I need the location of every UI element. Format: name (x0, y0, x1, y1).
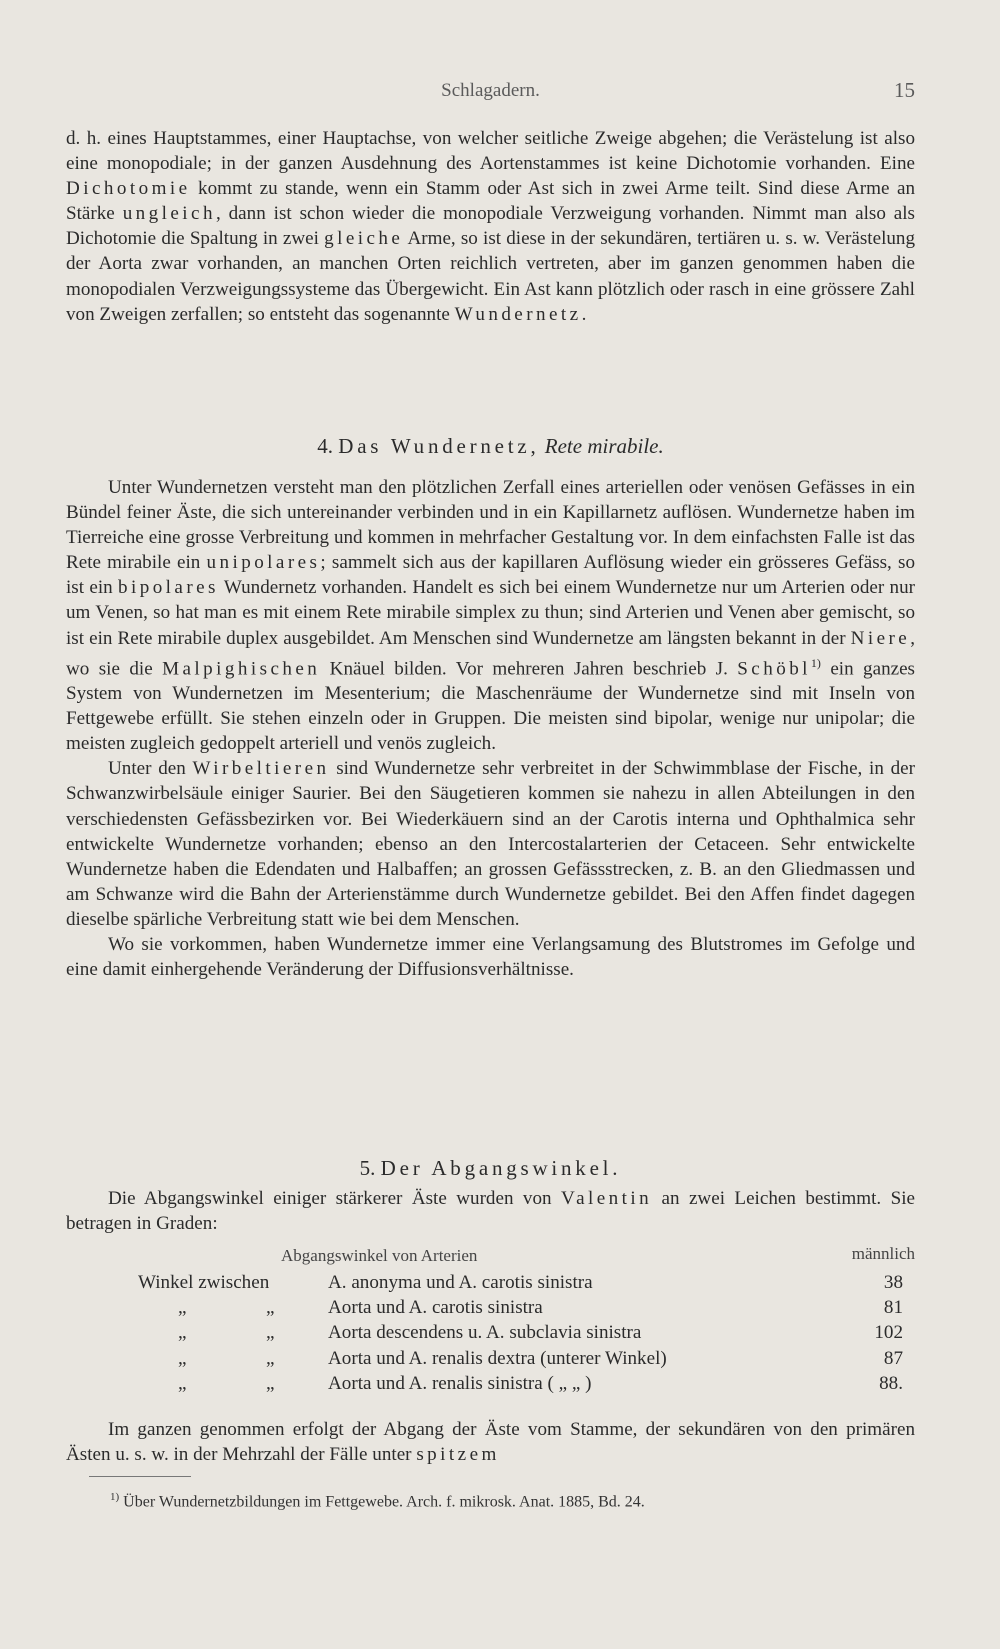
artery-pair: Aorta und A. carotis sinistra (328, 1297, 543, 1319)
section-heading-4 (66, 434, 915, 459)
abgang-paragraph (66, 1186, 915, 1236)
section-number: 5. (359, 1156, 376, 1180)
column-header-male: männlich (851, 1244, 915, 1263)
section-heading-5 (66, 1156, 915, 1181)
angle-value: 87 (883, 1347, 903, 1369)
running-title: Schlagadern. (441, 80, 540, 101)
column-header-arteries: Abgangswinkel von Arterien (281, 1246, 478, 1265)
wundernetz-paragraph-3: Wo sie vorkommen, haben Wundernetze immer eine Verlangsamung des Blutstromes im Gefolge und eine damit einhergehende Veränderung der Diffusionsverhältnisse. (66, 934, 915, 981)
footnote-text: Über Wundernetzbildungen im Fettgewebe. Arch. f. mikrosk. Anat. 1885, Bd. 24. (119, 1493, 645, 1511)
text-run: kommt zu stande, wenn ein Stamm oder Ast sich in zwei Arme teilt. Sind diese Arme an Stärke (66, 178, 915, 225)
ditto-mark: „ (266, 1372, 275, 1394)
section-number: 4. (317, 434, 334, 458)
spaced-term: Niere (850, 627, 911, 649)
spaced-term: unipolares (206, 552, 321, 574)
text-run: Wundernetz vorhanden. Handelt es sich bei einem Wundernetze nur um Arterien oder nur um Venen, so hat man es mit einem Rete mirabile simplex zu thun; sind Arterien und Venen aber gemischt, so ist ein Rete mirabile duplex ausgebildet. Am Menschen sind Wundernetze am längsten bekannt in der (66, 577, 915, 649)
ditto-mark: „ (178, 1322, 187, 1344)
angle-value: 102 (874, 1322, 903, 1344)
footnote-divider (89, 1476, 191, 1477)
footnote-marker: 1) (110, 1491, 120, 1503)
angle-value: 81 (883, 1297, 903, 1319)
text-run: . (581, 303, 587, 325)
spaced-term: ungleich (122, 203, 216, 225)
spaced-term: gleiche (324, 228, 404, 250)
wundernetz-paragraph-1 (66, 475, 915, 756)
text-run: Unter den (108, 758, 193, 780)
angle-table (66, 1244, 915, 1398)
artery-pair: A. anonyma und A. carotis sinistra (328, 1272, 593, 1293)
table-row (66, 1348, 915, 1373)
running-head (66, 76, 915, 106)
table-row (66, 1297, 915, 1322)
footnote-reference: 1) (810, 655, 821, 670)
text-run: d. h. eines Hauptstammes, einer Hauptachse, von welcher seitliche Zweige abgehen; die Verästelung ist also eine monopodiale; in der ganzen Ausdehnung des Aortenstammes ist keine Dichotomie vorhanden. Eine (66, 128, 915, 175)
section-title: Das Wundernetz, (338, 434, 540, 458)
spaced-term: Valentin (560, 1188, 653, 1209)
spaced-term: Dichotomie (66, 178, 191, 200)
text-run: Die Abgangswinkel einiger stärkerer Äste wurden von (108, 1188, 561, 1209)
wundernetz-paragraph-2 (66, 756, 915, 932)
text-run: an zwei Leichen bestimmt. Sie betragen in Graden: (66, 1188, 915, 1235)
ditto-mark: „ (266, 1347, 275, 1369)
page-number: 15 (894, 78, 915, 102)
text-run: , dann ist schon wieder die monopodiale Verzweigung vorhanden. Nimmt man also als Dichotomie die Spaltung in zwei (66, 203, 915, 250)
text-run: ; sammelt sich aus der kapillaren Auflösung wieder ein grösseres Gefäss, so ist ein (66, 552, 915, 599)
artery-pair: Aorta und A. renalis dextra (unterer Winkel) (328, 1347, 667, 1369)
table-body (66, 1272, 915, 1398)
spaced-term: Wirbeltieren (192, 758, 330, 780)
spaced-term: Schöbl (737, 658, 811, 680)
table-header (66, 1244, 915, 1272)
wundernetz-section (66, 475, 915, 982)
table-row (66, 1272, 915, 1297)
text-run: Im ganzen genommen erfolgt der Abgang der Äste vom Stamme, der sekundären von den primären Ästen u. s. w. in der Mehrzahl der Fälle unter (66, 1419, 915, 1466)
spaced-term: Malpighischen (162, 658, 321, 680)
section-title: Der Abgangswinkel. (380, 1156, 622, 1180)
angle-value: 38 (883, 1272, 903, 1293)
section-latin-title: Rete mirabile. (544, 434, 664, 458)
ditto-mark: „ (178, 1347, 187, 1369)
text-run: , wo sie die (66, 627, 915, 680)
text-run: sind Wundernetze sehr verbreitet in der Schwimmblase der Fische, in der Schwanzwirbelsäule einiger Saurier. Bei den Säugetieren kommen sie nahezu in allen Abteilungen in den verschiedensten Gefässbezirken vor. Bei Wiederkäuern sind an der Carotis interna und Ophthalmica sehr entwickelte Wundernetze vorhanden; ebenso an den Intercostalarterien der Cetaceen. Sehr entwickelte Wundernetze haben die Edendaten und Halbaffen; an grossen Gefässstrecken, z. B. an den Gliedmassen und am Schwanze wird die Bahn der Arterienstämme durch Wundernetze gebildet. Bei den Affen findet dagegen dieselbe spärliche Verbreitung statt wie bei dem Menschen. (66, 758, 915, 930)
ditto-mark: „ (178, 1372, 187, 1394)
ditto-mark: „ (266, 1322, 275, 1344)
table-row (66, 1322, 915, 1347)
closing-section (66, 1417, 915, 1467)
spaced-term: bipolares (117, 577, 219, 599)
text-run: Arme, so ist diese in der sekundären, tertiären u. s. w. Verästelung der Aorta zwar vorhanden, an manchen Orten reichlich vertreten, aber im ganzen genommen haben die monopodialen Verzweigungssysteme das Übergewicht. Ein Ast kann plötzlich oder rasch in eine grössere Zahl von Zweigen zerfallen; so entsteht das sogenannte (66, 228, 916, 325)
text-run: Knäuel bilden. Vor mehreren Jahren beschrieb J. (320, 658, 738, 680)
ditto-mark: „ (266, 1297, 275, 1319)
artery-pair: Aorta und A. renalis sinistra ( „ „ ) (328, 1372, 592, 1394)
table-row (66, 1373, 915, 1398)
text-run: Unter Wundernetzen versteht man den plötzlichen Zerfall eines arteriellen oder venösen Gefässes in ein Bündel feiner Äste, die sich untereinander verbinden und in ein Kapillarnetz auflösen. Wundernetze haben im Tierreiche eine grosse Verbreitung und kommen in mehrfacher Gestaltung vor. In dem einfachsten Falle ist das Rete mirabile ein (66, 477, 915, 574)
abgang-section (66, 1186, 915, 1236)
footnote (110, 1491, 915, 1511)
angle-value: 88. (879, 1372, 903, 1394)
intro-section (66, 126, 915, 327)
ditto-mark: „ (178, 1297, 187, 1319)
row-label: Winkel zwischen (138, 1272, 270, 1293)
artery-pair: Aorta descendens u. A. subclavia sinistra (328, 1322, 642, 1344)
spaced-term: spitzem (416, 1444, 500, 1466)
intro-paragraph (66, 126, 915, 327)
closing-paragraph (66, 1417, 915, 1467)
spaced-term: Wundernetz (454, 303, 582, 325)
text-run: ein ganzes System von Wundernetzen im Mesenterium; die Maschenräume der Wundernetze sind mit Inseln von Fettgewebe erfüllt. Sie stehen einzeln oder in Gruppen. Die meisten sind bipolar, wenige nur unipolar; die meisten zugleich gedoppelt arteriell und venös zugleich. (66, 658, 915, 755)
